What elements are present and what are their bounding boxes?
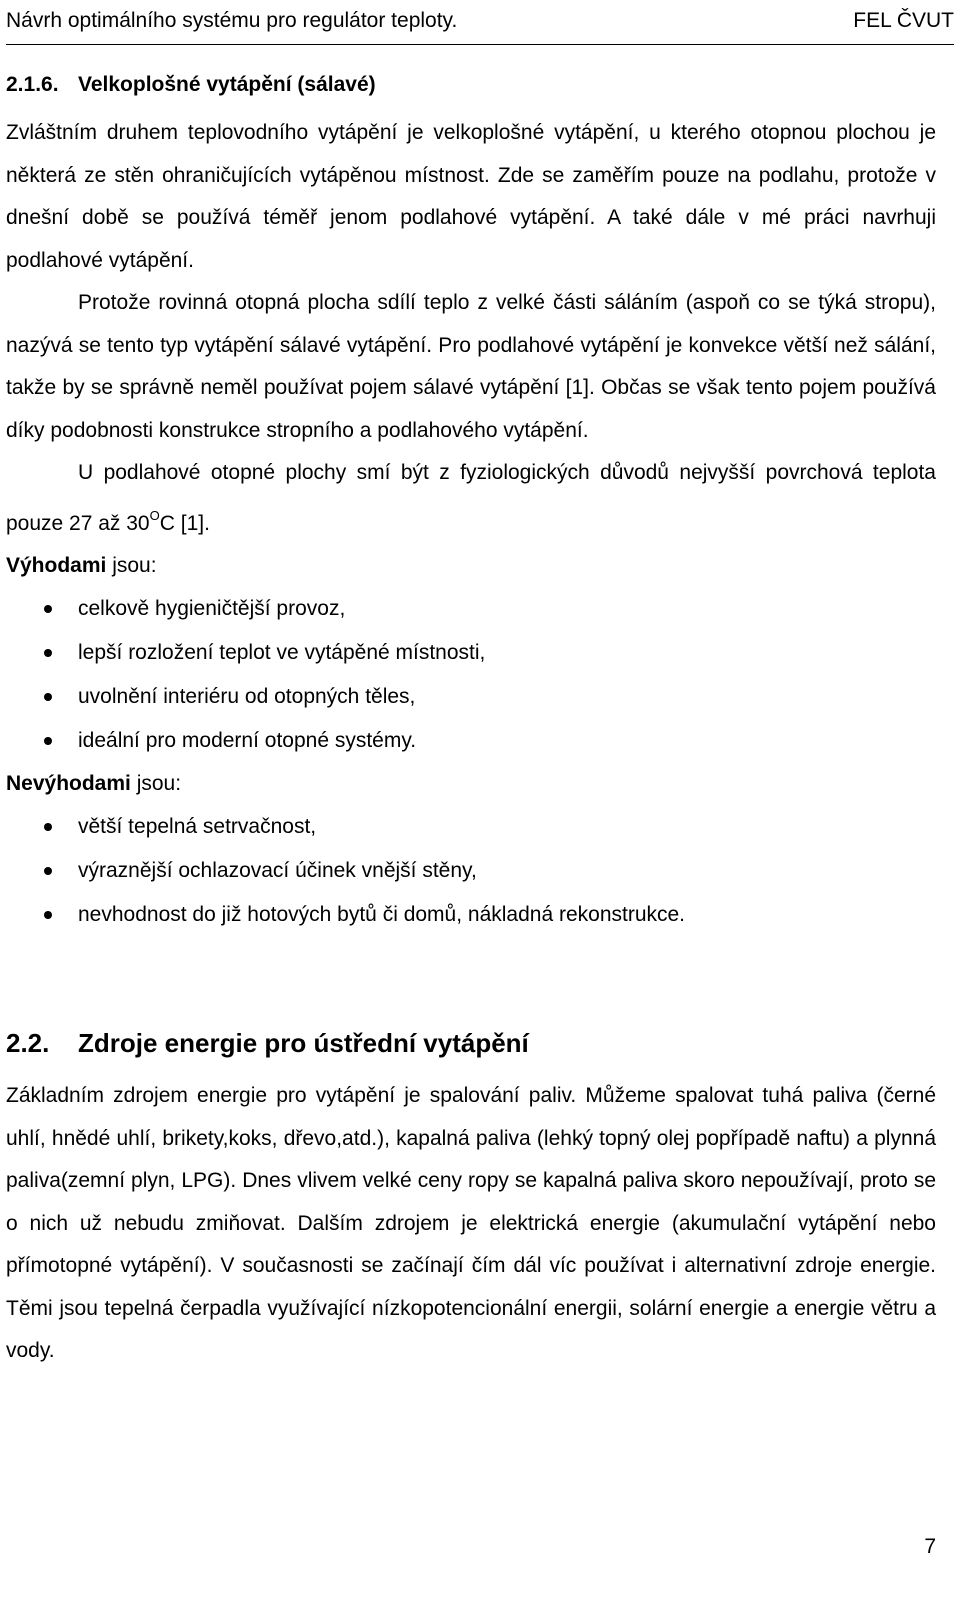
bullet-icon xyxy=(44,737,52,745)
list-item-text: ideální pro moderní otopné systémy. xyxy=(78,729,417,752)
paragraph-3-unit: C [1]. xyxy=(159,511,210,535)
page-content xyxy=(6,70,936,1373)
disadvantages-label xyxy=(6,763,936,805)
section-216-title: Velkoplošné vytápění (sálavé) xyxy=(78,73,376,96)
bullet-icon xyxy=(44,693,52,701)
list-item xyxy=(6,893,936,937)
paragraph-3-text: U podlahové otopné plochy smí být z fyziologických důvodů nejvyšší povrchová teplota pouze 27 až 30 xyxy=(6,461,936,535)
section-22-title: Zdroje energie pro ústřední vytápění xyxy=(78,1028,529,1058)
page-number: 7 xyxy=(924,1535,936,1558)
list-item-text: nevhodnost do již hotových bytů či domů, nákladná rekonstrukce. xyxy=(78,903,686,926)
list-item xyxy=(6,805,936,849)
list-item-text: lepší rozložení teplot ve vytápěné místnosti, xyxy=(78,641,486,664)
header-title: Návrh optimálního systému pro regulátor teploty. xyxy=(6,9,458,32)
section-216-heading xyxy=(6,70,936,100)
list-item-text: větší tepelná setrvačnost, xyxy=(78,815,317,838)
bullet-icon xyxy=(44,867,52,875)
list-item-text: výraznější ochlazovací účinek vnější stěny, xyxy=(78,859,477,882)
section-22-paragraph-1: Základním zdrojem energie pro vytápění je spalování paliv. Můžeme spalovat tuhá paliva (černé uhlí, hnědé uhlí, brikety,koks, dřevo,atd.), kapalná paliva (lehký topný olej popřípadě naftu) a plynná paliva(zemní plyn, LPG). Dnes vlivem velké ceny ropy se kapalná paliva skoro nepoužívají, proto se o nich už nebudu zmiňovat. Dalším zdrojem je elektrická energie (akumulační vytápění nebo přímotopné vytápění). V současnosti se začínají čím dál víc používat i alternativní zdroje energie. Těmi jsou tepelná čerpadla využívající nízkopotencionální energii, solární energie a energie větru a vody. xyxy=(6,1084,936,1362)
disadvantages-label-suffix: jsou: xyxy=(130,772,182,795)
bullet-icon xyxy=(44,649,52,657)
list-item xyxy=(6,719,936,763)
section-22-heading xyxy=(6,1025,936,1061)
section-216-number: 2.1.6. xyxy=(6,73,59,96)
list-item-text: uvolnění interiéru od otopných těles, xyxy=(78,685,416,708)
advantages-label-suffix: jsou: xyxy=(106,554,157,577)
disadvantages-label-bold: Nevýhodami xyxy=(6,772,131,795)
bullet-icon xyxy=(44,823,52,831)
advantages-label-bold: Výhodami xyxy=(6,554,107,577)
advantages-list xyxy=(6,587,936,763)
list-item-text: celkově hygieničtější provoz, xyxy=(78,597,346,620)
section-216-paragraph-1: Zvláštním druhem teplovodního vytápění je velkoplošné vytápění, u kterého otopnou plochou je některá ze stěn ohraničujících vytápěnou místnost. Zde se zaměřím pouze na podlahu, protože v dnešní době se používá téměř jenom podlahové vytápění. A také dále v mé práci navrhuji podlahové vytápění. xyxy=(6,121,936,272)
bullet-icon xyxy=(44,605,52,613)
list-item xyxy=(6,631,936,675)
degree-symbol: O xyxy=(149,507,160,523)
bullet-icon xyxy=(44,911,52,919)
section-22-number: 2.2. xyxy=(6,1028,50,1058)
list-item xyxy=(6,587,936,631)
list-item xyxy=(6,675,936,719)
disadvantages-list xyxy=(6,805,936,937)
section-spacer xyxy=(6,937,936,1025)
section-216-paragraph-2: Protože rovinná otopná plocha sdílí teplo z velké části sáláním (aspoň co se týká stropu), nazývá se tento typ vytápění sálavé vytápění. Pro podlahové vytápění je konvekce větší než sálání, takže by se správně neměl používat pojem sálavé vytápění [1]. Občas se však tento pojem používá díky podobnosti konstrukce stropního a podlahového vytápění. xyxy=(6,291,936,442)
list-item xyxy=(6,849,936,893)
section-216-paragraph-3 xyxy=(6,452,936,545)
advantages-label xyxy=(6,545,936,587)
header-institution: FEL ČVUT xyxy=(853,9,954,32)
page-header xyxy=(6,4,954,45)
heading-spacer xyxy=(6,1061,936,1075)
